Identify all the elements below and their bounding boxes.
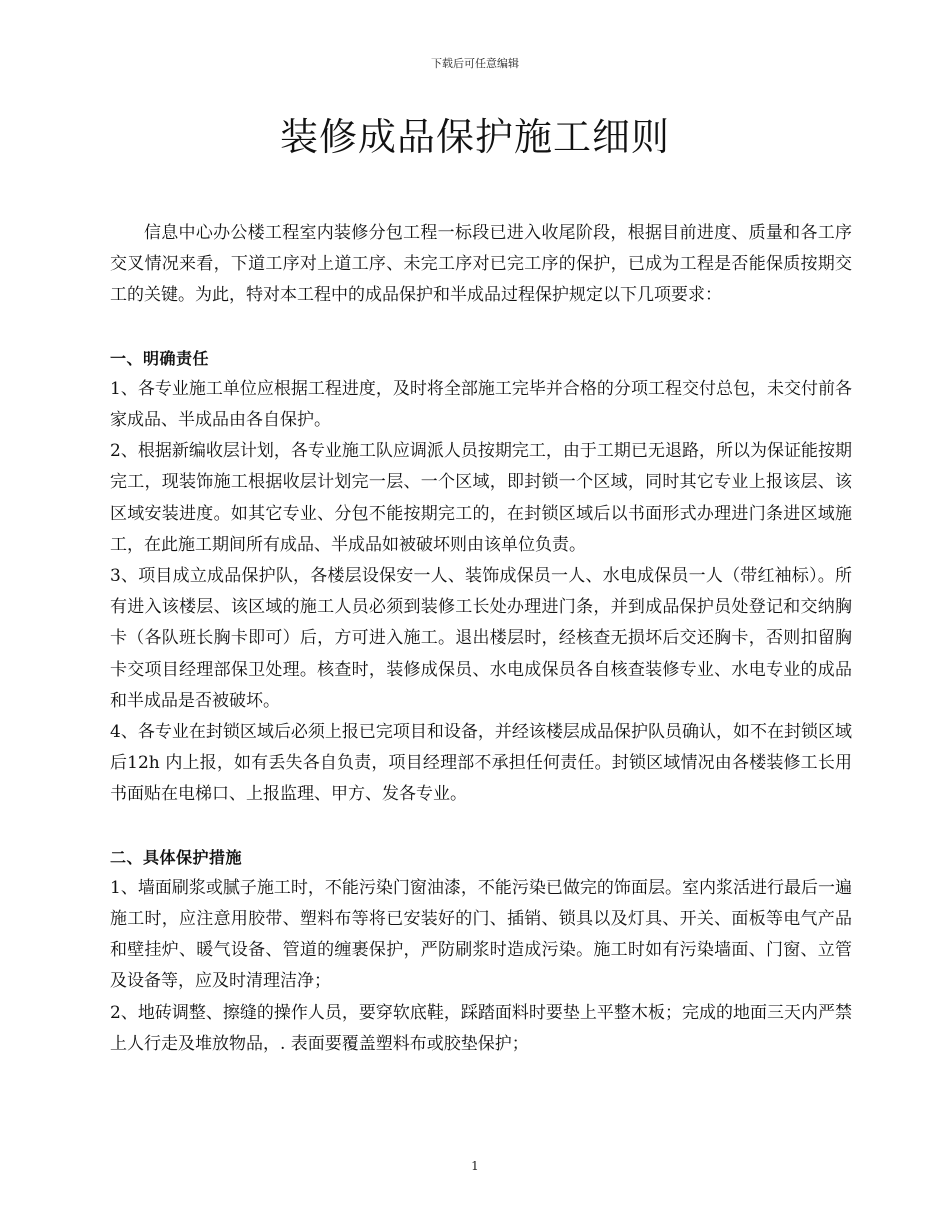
document-title: 装修成品保护施工细则 <box>279 115 670 159</box>
intro-paragraph: 信息中心办公楼工程室内装修分包工程一标段已进入收尾阶段，根据目前进度、质量和各工序交叉情况来看，下道工序对上道工序、未完工序对已完工序的保护，已成为工程是否能保质按期交工的关键。为此，特对本工程中的成品保护和半成品过程保护规定以下几项要求： <box>110 223 852 306</box>
section-heading: 二、具体保护措施 <box>110 847 243 867</box>
section-heading: 一、明确责任 <box>110 348 210 368</box>
list-item: 1、各专业施工单位应根据工程进度，及时将全部施工完毕并合格的分项工程交付总包，未交付前各家成品、半成品由各自保护。 <box>110 378 852 431</box>
list-item: 2、根据新编收层计划，各专业施工队应调派人员按期完工，由于工期已无退路，所以为保证能按期完工，现装饰施工根据收层计划完一层、一个区域，即封锁一个区域，同时其它专业上报该层、该区域安装进度。如其它专业、分包不能按期完工的，在封锁区域后以书面形式办理进门条进区域施工，在此施工期间所有成品、半成品如被破坏则由该单位负责。 <box>110 441 852 555</box>
header-note: 下载后可任意编辑 <box>431 57 519 70</box>
list-item: 4、各专业在封锁区域后必须上报已完项目和设备，并经该楼层成品保护队员确认，如不在封锁区域后12h 内上报，如有丢失各自负责，项目经理部不承担任何责任。封锁区域情况由各楼装修工长用书面贴在电梯口、上报监理、甲方、发各专业。 <box>110 722 852 805</box>
document-body <box>110 218 852 1060</box>
section-protection-measures <box>110 842 852 1060</box>
section-spacer <box>110 811 852 842</box>
list-item: 1、墙面刷浆或腻子施工时，不能污染门窗油漆，不能污染已做完的饰面层。室内浆活进行最后一遍施工时，应注意用胶带、塑料布等将已安装好的门、插销、锁具以及灯具、开关、面板等电气产品和壁挂炉、暖气设备、管道的缠裹保护，严防刷浆时造成污染。施工时如有污染墙面、门窗、立管及设备等，应及时清理洁净； <box>110 877 852 992</box>
list-item: 3、项目成立成品保护队，各楼层设保安一人、装饰成保员一人、水电成保员一人（带红袖标）。所有进入该楼层、该区域的施工人员必须到装修工长处办理进门条，并到成品保护员处登记和交纳胸卡（各队班长胸卡即可）后，方可进入施工。退出楼层时，经核查无损坏后交还胸卡，否则扣留胸卡交项目经理部保卫处理。核查时，装修成保员、水电成保员各自核查装修专业、水电专业的成品和半成品是否被破坏。 <box>110 566 852 711</box>
section-spacer <box>110 312 852 343</box>
list-item: 2、地砖调整、擦缝的操作人员，要穿软底鞋，踩踏面料时要垫上平整木板；完成的地面三天内严禁上人行走及堆放物品，. 表面要覆盖塑料布或胶垫保护； <box>110 1002 852 1054</box>
section-responsibility <box>110 343 852 811</box>
page-number: 1 <box>471 1159 479 1173</box>
